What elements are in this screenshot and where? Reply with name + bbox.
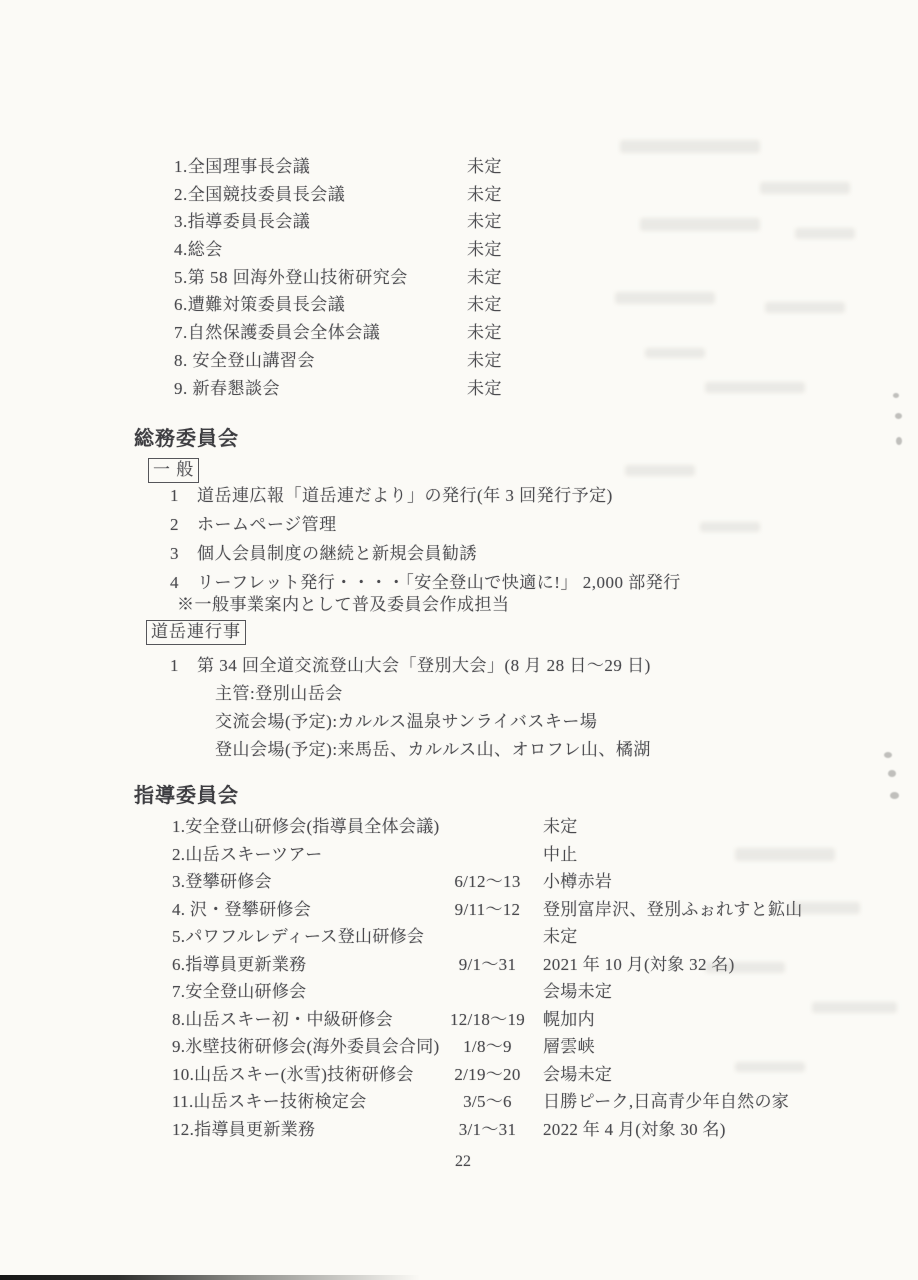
event-detail-text: 交流会場(予定):カルルス温泉サンライバスキー場 [215,712,598,731]
schedule-place: 会場未定 [543,1064,613,1084]
meeting-label: 3.指導委員長会議 [174,212,311,232]
schedule-place: 小樽赤岩 [543,872,613,891]
schedule-row [172,896,892,924]
schedule-label: 3.登攀研修会 [172,872,272,891]
scan-speck [890,792,899,799]
scan-artifact [700,522,760,532]
meeting-status: 未定 [467,295,502,315]
national-meetings-list [174,153,814,402]
item-number: 1 [170,486,179,505]
schedule-place: 会場未定 [543,982,613,1001]
scan-artifact [640,218,760,231]
schedule-date: 2/19〜20 [454,1064,521,1084]
schedule-place: 2022 年 4 月(対象 30 名) [543,1119,726,1139]
schedule-place: 未定 [543,817,578,836]
meeting-status: 未定 [467,184,502,204]
schedule-row [172,1088,892,1116]
meeting-label: 8. 安全登山講習会 [174,350,315,370]
meeting-label: 6.遭難対策委員長会議 [174,295,346,315]
meeting-status: 未定 [467,267,502,287]
list-item [174,347,814,375]
event-detail-text: 主管:登別山岳会 [215,684,343,703]
schedule-date: 12/18〜19 [449,1009,526,1029]
list-item [170,539,810,568]
meeting-label: 1.全国理事長会議 [174,157,311,176]
schedule-place: 2021 年 10 月(対象 32 名) [543,954,735,974]
list-item [174,181,814,209]
meeting-status: 未定 [467,157,502,176]
item-number: 4 [170,573,179,592]
general-note: ※一般事業案内として普及委員会作成担当 [177,595,510,614]
scan-edge-artifact [0,1275,420,1280]
list-item [174,236,814,264]
list-item [174,291,814,319]
event-detail-text: 登山会場(予定):来馬岳、カルルス山、オロフレ山、橘湖 [215,740,651,759]
event-detail-line [215,680,855,708]
item-text: 個人会員制度の継続と新規会員勧誘 [197,544,477,563]
meeting-label: 7.自然保護委員会全体会議 [174,323,381,343]
scan-artifact [705,962,785,973]
schedule-date: 1/8〜9 [463,1037,512,1056]
scan-artifact [765,302,845,313]
general-items-list [170,481,810,597]
schedule-label: 5.パワフルレディース登山研修会 [172,927,425,946]
meeting-status: 未定 [467,350,502,370]
federation-event-line [170,652,870,680]
page-number: 22 [455,1153,471,1170]
scan-artifact [735,848,835,861]
item-text: リーフレット発行・・・・「安全登山で快適に!」 2,000 部発行 [197,573,681,592]
scan-speck [888,770,896,777]
item-text: 道岳連広報「道岳連だより」の発行(年 3 回発行予定) [197,486,613,505]
schedule-place: 登別富岸沢、登別ふぉれすと鉱山 [543,899,803,919]
event-detail-line [215,736,855,764]
schedule-label: 7.安全登山研修会 [172,982,307,1001]
general-box-label: 一 般 [148,458,199,483]
schedule-label: 10.山岳スキー(氷雪)技術研修会 [172,1064,414,1084]
federation-events-box [146,620,246,645]
item-text: ホームページ管理 [197,515,337,534]
meeting-status: 未定 [467,323,502,343]
schedule-label: 1.安全登山研修会(指導員全体会議) [172,817,440,836]
scan-artifact [615,292,715,304]
scan-artifact [795,228,855,239]
scan-artifact [812,1002,897,1013]
schedule-row [172,978,892,1006]
schedule-label: 12.指導員更新業務 [172,1119,316,1139]
general-box [148,458,199,483]
schedule-label: 9.氷壁技術研修会(海外委員会合同) [172,1037,440,1056]
meeting-label: 4.総会 [174,240,223,260]
schedule-row [172,1033,892,1061]
schedule-label: 11.山岳スキー技術検定会 [172,1092,367,1111]
scan-speck [893,393,899,398]
schedule-label: 8.山岳スキー初・中級研修会 [172,1009,393,1029]
item-number: 2 [170,515,179,534]
scan-artifact [760,182,850,194]
soumu-committee-heading: 総務委員会 [134,428,239,450]
schedule-label: 6.指導員更新業務 [172,954,307,974]
list-item [174,264,814,292]
schedule-date: 3/1〜31 [458,1119,517,1139]
scan-artifact [645,348,705,358]
meeting-status: 未定 [467,378,502,398]
schedule-place: 未定 [543,927,578,946]
scan-artifact [735,1062,805,1072]
event-number: 1 [170,656,179,675]
schedule-place: 中止 [543,844,578,864]
shidou-committee-heading: 指導委員会 [134,785,239,807]
federation-events-box-label: 道岳連行事 [146,620,246,645]
schedule-place: 層雲峡 [543,1037,595,1056]
schedule-place: 日勝ピーク,日高青少年自然の家 [543,1092,790,1111]
schedule-date: 9/11〜12 [454,899,521,919]
list-item [174,319,814,347]
event-title: 第 34 回全道交流登山大会「登別大会」(8 月 28 日〜29 日) [197,656,651,675]
event-detail-line [215,708,855,736]
schedule-label: 2.山岳スキーツアー [172,844,323,864]
schedule-row [172,1116,892,1144]
scan-speck [896,437,902,445]
schedule-row [172,923,892,951]
schedule-place: 幌加内 [543,1009,595,1029]
scan-artifact [790,902,860,914]
schedule-label: 4. 沢・登攀研修会 [172,899,311,919]
schedule-date: 6/12〜13 [454,872,521,891]
meeting-label: 2.全国競技委員長会議 [174,184,346,204]
scan-speck [884,752,892,758]
schedule-row [172,868,892,896]
list-item [174,153,814,181]
meeting-status: 未定 [467,240,502,260]
scan-artifact [620,140,760,153]
schedule-date: 3/5〜6 [463,1092,512,1111]
schedule-row [172,813,892,841]
scan-artifact [705,382,805,393]
scan-artifact [625,465,695,476]
event-details-list [215,680,855,764]
list-item [170,481,810,510]
meeting-label: 5.第 58 回海外登山技術研究会 [174,267,408,287]
schedule-date: 9/1〜31 [458,954,517,974]
meeting-status: 未定 [467,212,502,232]
meeting-label: 9. 新春懇談会 [174,378,280,398]
scan-speck [895,413,902,419]
schedule-row [172,1006,892,1034]
item-number: 3 [170,544,179,563]
shidou-schedule-list [172,813,892,1143]
